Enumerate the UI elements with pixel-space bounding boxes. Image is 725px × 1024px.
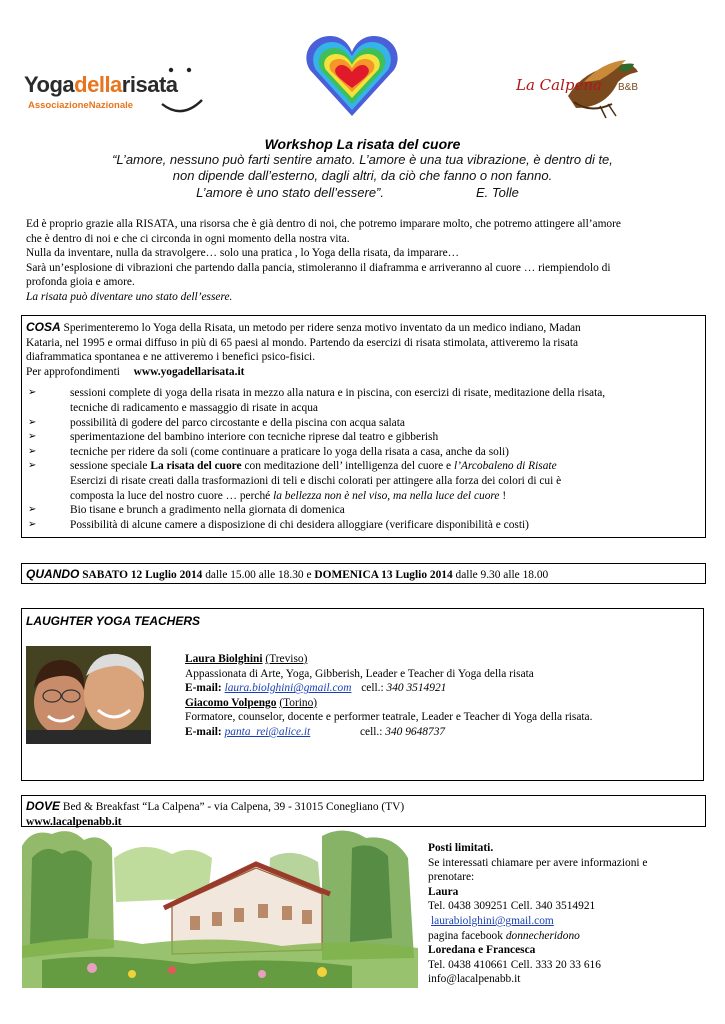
teacher1-cell: 340 3514921 [386,682,447,695]
quando-day1: SABATO 12 Luglio 2014 [82,569,203,581]
contacts-intro2: prenotare: [428,871,475,884]
teacher2-email-label: E-mail: [185,725,222,738]
quote-line-2: non dipende dall’esterno, dagli altri, da ciò che fanno o non fanno. [172,168,553,184]
contact-name-laura: Laura [428,885,459,898]
rainbow-heart-icon [306,34,398,118]
contact-email-laura-link[interactable]: laurabiolghini@gmail.com [431,914,554,927]
more-info-label: Per approfondimenti [26,365,120,378]
cosa-line1: Sperimenteremo lo Yoga della Risata, un metodo per ridere senza motivo inventato da un medico indiano, Madan [63,322,581,334]
logo-word-della: della [74,72,122,97]
dove-box [21,795,706,827]
cosa-label: COSA [26,320,61,334]
quando-label: QUANDO [26,567,80,581]
quando-time2: dalle 9.30 alle 18.00 [455,569,549,581]
intro-p1-line2: che è dentro di noi e che ci circonda in ogni momento della nostra vita. [26,232,350,245]
intro-p4: La risata può diventare uno stato dell’essere. [26,290,233,303]
la-calpena-name: La Calpena [516,76,602,94]
contacts-block [428,841,706,987]
teacher2-email-link[interactable]: panta_rei@alice.it [224,725,311,738]
intro-p1-line1: Ed è proprio grazie alla RISATA, una risorsa che è già dentro di noi, che potremo imparare molto, che potremo attingere all’amore [26,218,621,230]
bullet-item: ➢ sperimentazione del bambino interiore con tecniche riprese dal teatro e gibberish [28,431,439,444]
teacher2-name: Giacomo Volpengo [185,696,277,709]
arrow-bullet-icon: ➢ [28,431,37,443]
yogadellarisata-link[interactable]: www.yogadellarisata.it [133,365,245,378]
quote-line-1: “L’amore, nessuno può farti sentire amato. L’amore è una tua vibrazione, è dentro di te, [112,152,613,167]
arrow-bullet-icon: ➢ [28,518,37,530]
contact-phone-laura: Tel. 0438 309251 Cell. 340 3514921 [428,900,596,913]
contact-email-calpena[interactable]: info@lacalpenabb.it [428,973,521,986]
teacher1-desc: Appassionata di Arte, Yoga, Gibberish, Leader e Teacher di Yoga della risata [185,667,534,680]
teacher2-city: (Torino) [279,696,318,709]
quote-line-3: L’amore è uno stato dell’essere”. E. Tolle [196,184,519,200]
teacher1-email-link[interactable]: laura.biolghini@gmail.com [224,682,352,695]
contacts-title: Posti limitati. [428,842,494,854]
teachers-photo [26,646,151,744]
calpena-website-link[interactable]: www.lacalpenabb.it [26,815,122,828]
teachers-box [21,608,704,781]
intro-p3-line1: Sarà un’esplosione di vibrazioni che partendo dalla pancia, stimoleranno il diaframma e arriveranno al cuore … riempiendolo di [26,261,611,274]
teacher1-name: Laura Biolghini [185,653,263,665]
logo-word-yoga: Yoga [24,72,75,97]
quando-day2: DOMENICA 13 Luglio 2014 [314,569,453,581]
bullet-item: ➢ tecniche per ridere da soli (come continuare a praticare lo yoga della risata a casa, anche da soli) [28,445,509,458]
quote-author: E. Tolle [476,184,519,200]
cosa-line3: diaframmatica spontanea e ne attiveremo i benefici psico-fisici. [26,351,316,364]
arrow-bullet-icon: ➢ [28,445,37,457]
logo-subtitle: AssociazioneNazionale [28,100,134,111]
villa-watercolor-illustration [22,828,418,988]
intro-text [26,217,706,305]
bullet-item: ➢ sessione speciale La risata del cuore con meditazione dell’ intelligenza del cuore e l’Arcobaleno di Risate Esercizi di risate creati dalla trasformazioni di teli e dischi colorati per attingere alla forza dei colori di cui è composta la luce del nostro cuore … perché la bellezza non è nel viso, ma nella luce del cuore ! [28,460,562,502]
quando-box [21,563,706,584]
teacher1-email-label: E-mail: [185,682,222,695]
bullet-item: ➢ Bio tisane e brunch a gradimento nella giornata di domenica [28,504,345,517]
intro-p3-line2: profonda gioia e amore. [26,276,135,289]
tolle-quote [0,152,725,201]
cosa-line2: Kataria, nel 1995 e ormai diffuso in più di 65 paesi al mondo. Partendo da esercizi di risata stimolata, attiveremo la risata [26,336,579,349]
facebook-page-link[interactable]: donnecheridono [505,929,580,942]
contact-name-loredana: Loredana e Francesca [428,944,536,957]
arrow-bullet-icon: ➢ [28,460,37,472]
facebook-prefix: pagina facebook [428,929,503,942]
teacher2-desc: Formatore, counselor, docente e performer teatrale, Leader e Teacher di Yoga della risata. [185,711,593,724]
arrow-bullet-icon: ➢ [28,504,37,516]
teacher1-city: (Treviso) [265,653,308,665]
arrow-bullet-icon: ➢ [28,416,37,428]
teacher1-cell-label: cell.: [361,682,384,695]
teachers-info [185,652,685,740]
bullet-item: ➢ sessioni complete di yoga della risata in mezzo alla natura e in piscina, con esercizi di risate, meditazione della risata, tecniche di radicamento e massaggio di risate in acqua [28,387,606,414]
quando-time1: dalle 15.00 alle 18.30 e [205,569,312,581]
contacts-intro1: Se interessati chiamare per avere informazioni e [428,856,648,869]
dove-label: DOVE [26,799,61,813]
teacher2-cell: 340 9648737 [385,725,446,738]
logo-word-risata: risata [121,72,178,97]
bullet-item: ➢ possibilità di godere del parco circostante e della piscina con acqua salata [28,416,405,429]
bb-tag: B&B [618,82,639,93]
bullet-item: ➢ Possibilità di alcune camere a disposizione di chi desidera alloggiare (verificare disponibilità e costi) [28,518,529,531]
workshop-title: Workshop La risata del cuore [264,136,461,152]
teacher2-cell-label: cell.: [359,725,383,738]
intro-p2: Nulla da inventare, nulla da stravolgere… solo una pratica , lo Yoga della risata, da imparare… [26,247,460,260]
contact-phone-loredana: Tel. 0438 410661 Cell. 333 20 33 616 [428,958,601,971]
dove-address: Bed & Breakfast “La Calpena” - via Calpena, 39 - 31015 Conegliano (TV) [62,801,405,813]
cosa-box [21,315,706,538]
yoga-della-risata-logo [24,62,209,120]
la-calpena-logo [514,52,650,124]
teachers-label: LAUGHTER YOGA TEACHERS [26,614,201,628]
arrow-bullet-icon: ➢ [28,387,37,399]
